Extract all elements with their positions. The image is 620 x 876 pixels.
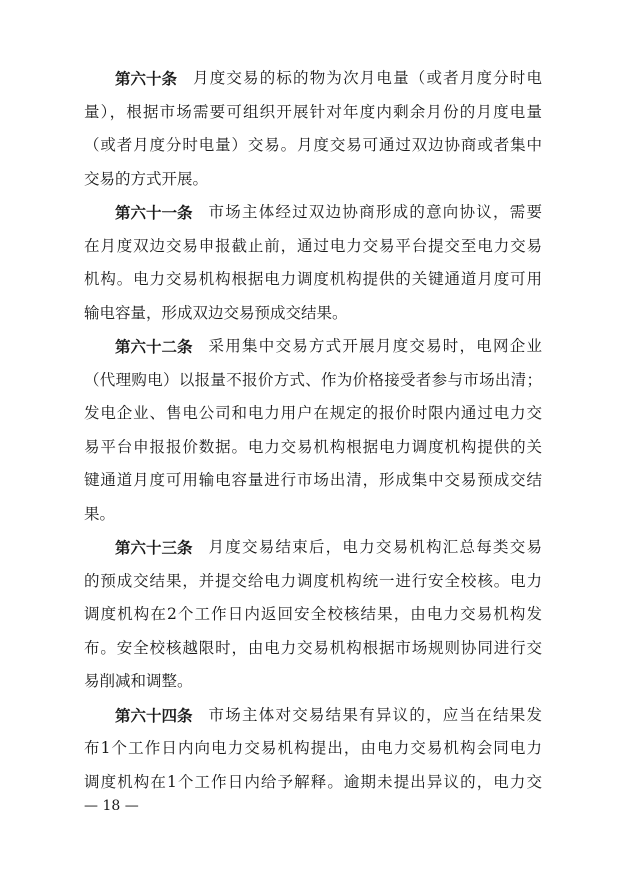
text-line: [84, 397, 542, 431]
article-paragraph: [84, 531, 542, 699]
article-text: 调度机构在1个工作日内给予解释。逾期未提出异议的，电力交: [84, 772, 542, 791]
article-text: 布。安全校核越限时，由电力交易机构根据市场规则协同进行交: [84, 638, 542, 657]
article-text: 采用集中交易方式开展月度交易时，电网企业: [208, 337, 542, 355]
article-text: 发电企业、售电公司和电力用户在规定的报价时限内通过电力交: [84, 404, 542, 422]
article-text: 输电容量，形成双边交易预成交结果。: [84, 303, 348, 322]
article-text: （代理购电）以报量不报价方式、作为价格接受者参与市场出清；: [84, 370, 542, 389]
text-line: [84, 498, 542, 532]
text-line: [84, 766, 542, 800]
article-number: 第六十条: [115, 69, 178, 88]
article-text: 布1个工作日内向电力交易机构提出，由电力交易机构会同电力: [84, 739, 542, 757]
text-line: [84, 129, 542, 163]
text-line: [84, 263, 542, 297]
article-text: 易平台申报报价数据。电力交易机构根据电力调度机构提供的关: [84, 437, 542, 456]
article-text: 果。: [84, 504, 116, 523]
text-line: [84, 431, 542, 465]
article-number: 第六十四条: [115, 705, 193, 725]
document-body: [84, 62, 542, 799]
page-number: — 18 —: [84, 798, 139, 814]
article-text: 的预成交结果，并提交给电力调度机构统一进行安全校核。电力: [84, 571, 542, 590]
text-line: [84, 364, 542, 398]
article-text: 键通道月度可用输电容量进行市场出清，形成集中交易预成交结: [84, 471, 542, 489]
text-line: [84, 96, 542, 130]
text-line: [84, 565, 542, 599]
article-text: 市场主体对交易结果有异议的，应当在结果发: [208, 705, 542, 724]
text-line: [84, 62, 542, 96]
text-line: [84, 330, 542, 364]
text-line: [84, 230, 542, 264]
article-number: 第六十一条: [115, 203, 193, 222]
text-line: [84, 665, 542, 699]
text-line: [84, 732, 542, 766]
text-line: [84, 464, 542, 498]
article-paragraph: [84, 330, 542, 531]
article-paragraph: [84, 699, 542, 800]
article-paragraph: [84, 196, 542, 330]
article-text: 月度交易结束后，电力交易机构汇总每类交易: [208, 538, 542, 556]
article-text: 交易的方式开展。: [84, 169, 209, 188]
text-line: [84, 531, 542, 565]
article-text: 机构。电力交易机构根据电力调度机构提供的关键通道月度可用: [84, 270, 542, 288]
article-number: 第六十二条: [115, 337, 193, 356]
text-line: [84, 297, 542, 331]
article-text: 量），根据市场需要可组织开展针对年度内剩余月份的月度电量: [84, 102, 542, 121]
text-line: [84, 632, 542, 666]
article-number: 第六十三条: [115, 538, 193, 557]
article-text: 调度机构在2个工作日内返回安全校核结果，由电力交易机构发: [84, 605, 542, 623]
article-text: 易削减和调整。: [84, 672, 193, 690]
article-text: 在月度双边交易申报截止前，通过电力交易平台提交至电力交易: [84, 236, 542, 255]
article-paragraph: [84, 62, 542, 196]
text-line: [84, 196, 542, 230]
text-line: [84, 598, 542, 632]
article-text: （或者月度分时电量）交易。月度交易可通过双边协商或者集中: [84, 136, 542, 154]
text-line: [84, 699, 542, 733]
article-text: 市场主体经过双边协商形成的意向协议，需要: [208, 203, 542, 221]
article-text: 月度交易的标的物为次月电量（或者月度分时电: [193, 69, 542, 87]
text-line: [84, 163, 542, 197]
